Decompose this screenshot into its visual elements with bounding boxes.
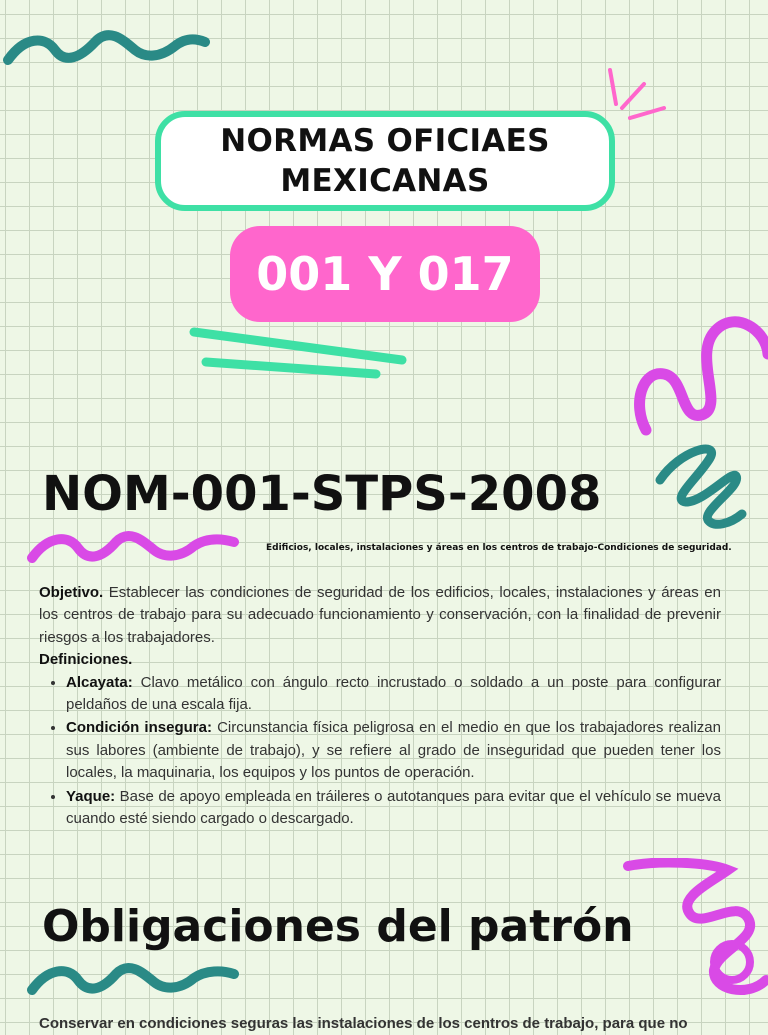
mint-lines-icon — [186, 322, 416, 382]
definition-text: Circunstancia física peligrosa en el medio en que los trabajadores realizan sus labores (ambiente de trabajo), y se refiere al grado de inseguridad que pueden tener los locales, la maquinaria, los equipos y los puntos de operación. — [66, 719, 721, 782]
definitions-list — [39, 672, 721, 831]
list-item — [66, 717, 721, 784]
objective-label: Objetivo. — [39, 584, 104, 601]
definition-text: Clavo metálico con ángulo recto incrustado o soldado a un poste para configurar peldaños de una escala fija. — [66, 673, 721, 714]
definition-term: Condición insegura: — [66, 719, 212, 737]
definition-term: Alcayata: — [66, 673, 133, 691]
nom-subtitle: Edificios, locales, instalaciones y áreas en los centros de trabajo-Condiciones de seguridad. — [266, 543, 732, 553]
definition-term: Yaque: — [66, 787, 116, 805]
title-line-2: MEXICANAS — [280, 163, 490, 199]
list-item — [66, 786, 721, 831]
nom-body — [39, 582, 721, 831]
magenta-wave-right-icon — [632, 304, 768, 436]
definitions-label-line — [39, 649, 721, 671]
nom-code-heading: NOM-001-STPS-2008 — [42, 466, 602, 522]
list-item — [66, 672, 721, 717]
definitions-label: Definiciones. — [39, 651, 133, 669]
norms-badge: 001 Y 017 — [230, 226, 540, 322]
teal-zigzag-right-icon — [650, 440, 750, 532]
magenta-spiral-bottom-right-icon — [618, 858, 768, 1008]
pink-burst-icon — [600, 62, 670, 132]
title-line-1: NORMAS OFICIAES — [220, 123, 550, 159]
definition-text: Base de apoyo empleada en tráileres o autotanques para evitar que el vehículo se mueva cuando esté siendo cargado o descargado. — [66, 787, 722, 828]
obligations-first-line: Conservar en condiciones seguras las instalaciones de los centros de trabajo, para que no — [39, 1015, 688, 1032]
objective-paragraph — [39, 582, 721, 649]
obligations-heading: Obligaciones del patrón — [42, 901, 634, 952]
objective-text: Establecer las condiciones de seguridad de los edificios, locales, instalaciones y áreas en los centros de trabajo para su adecuado funcionamiento y conservación, con la finalidad de prevenir riesgos a los trabajadores. — [39, 584, 721, 646]
teal-squiggle-top-left-icon — [0, 18, 215, 68]
title-box — [155, 111, 615, 211]
